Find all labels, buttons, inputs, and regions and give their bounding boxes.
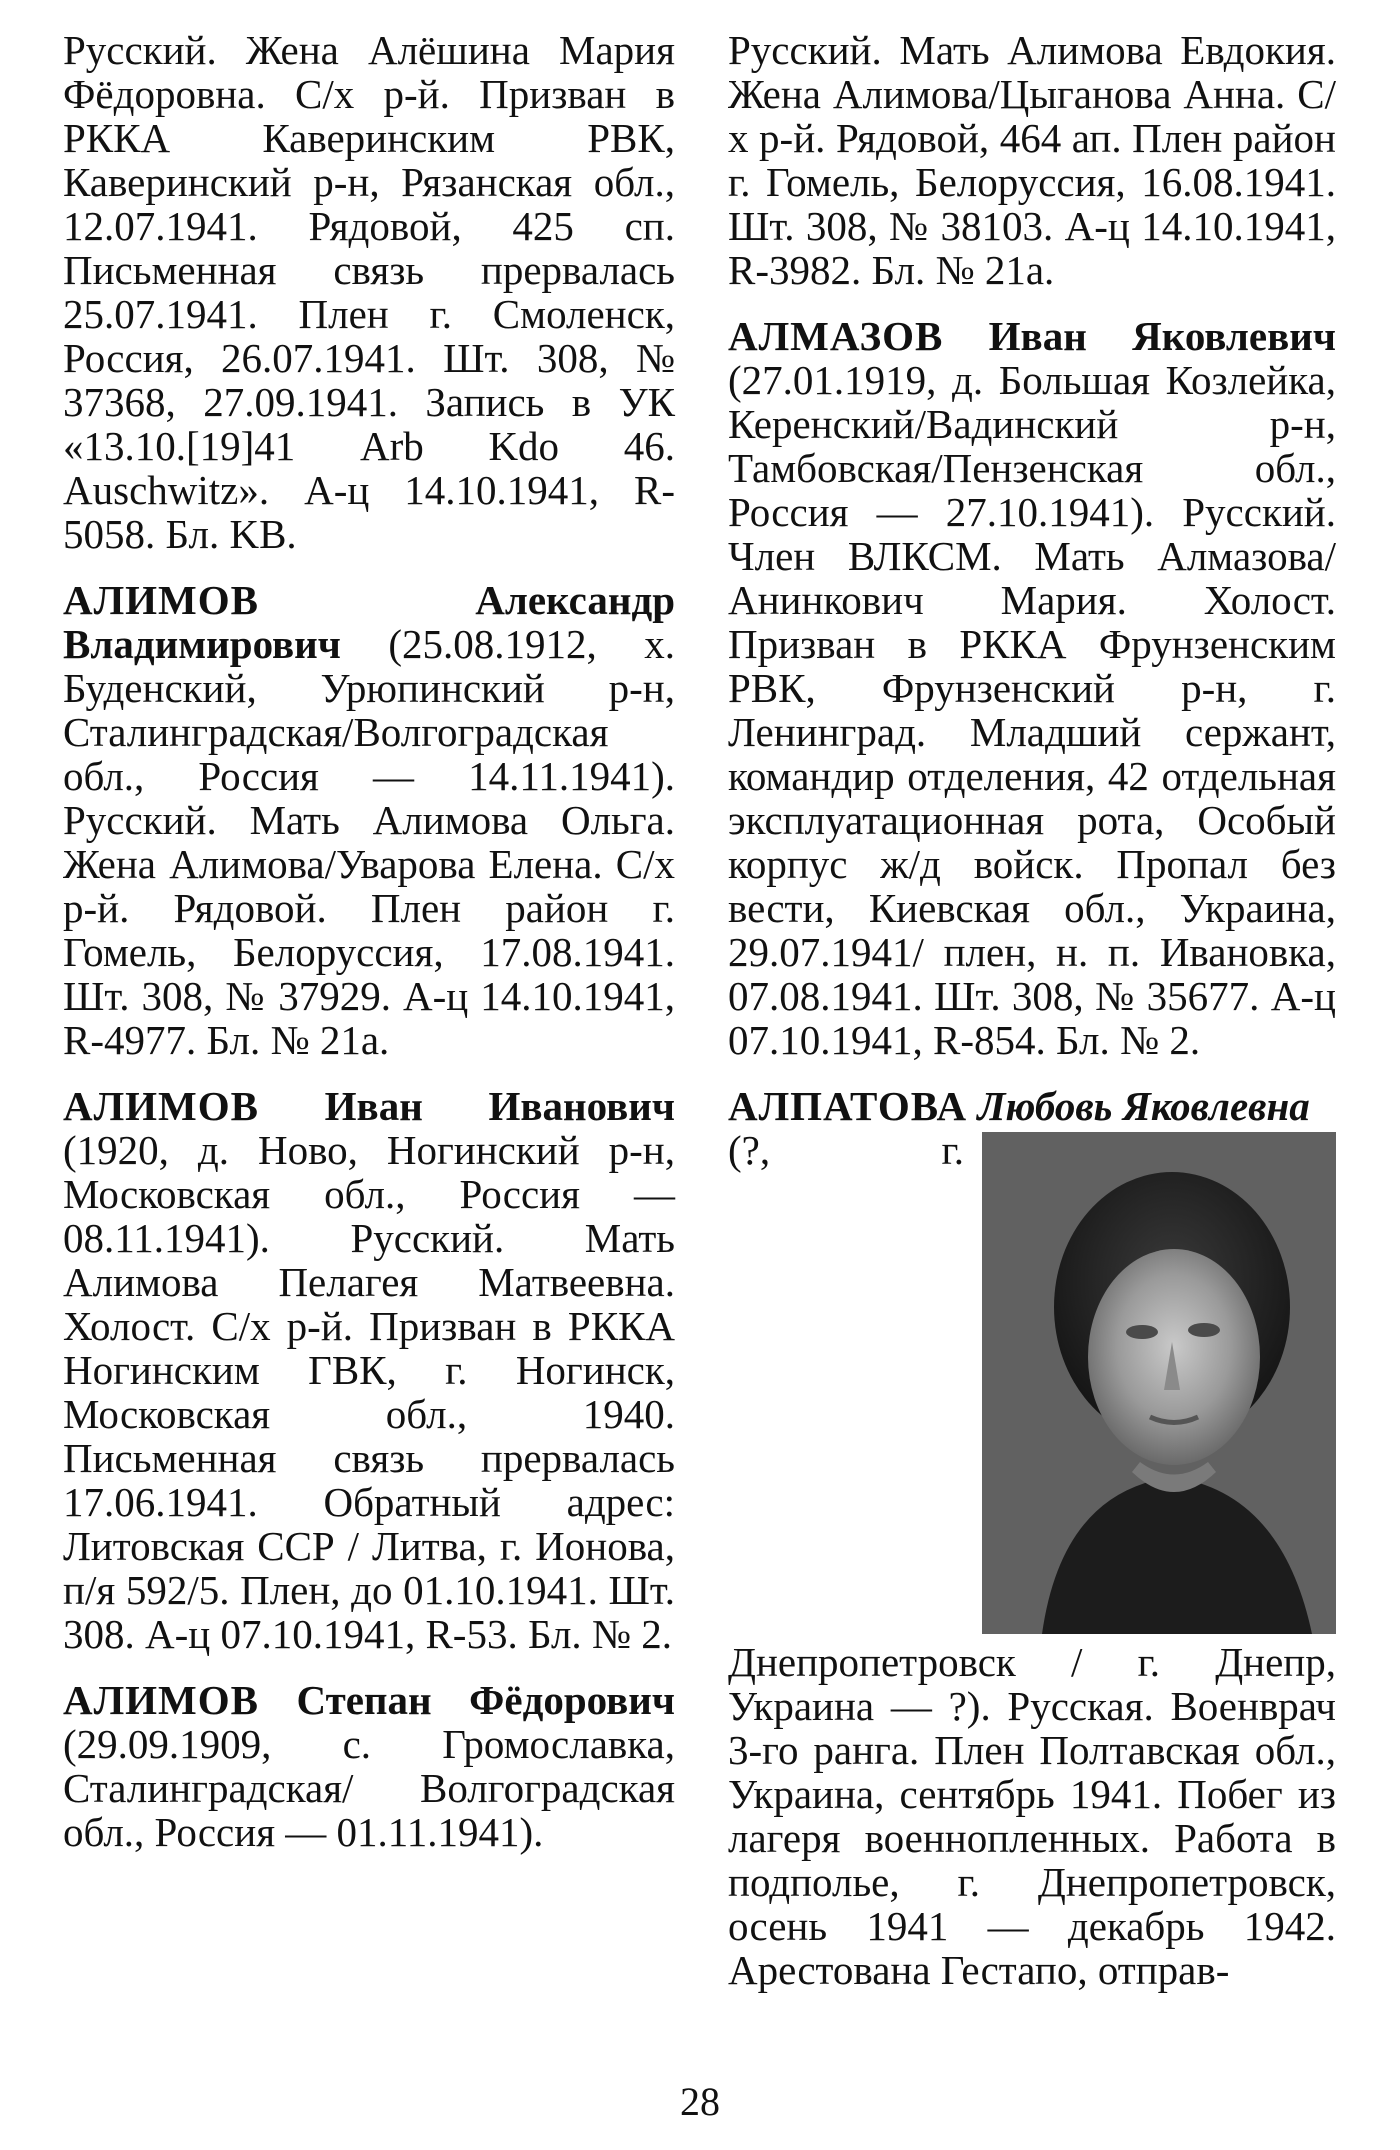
page-number: 28 bbox=[680, 2079, 720, 2124]
left-column bbox=[63, 28, 675, 1876]
entry-surname: АЛИМОВ bbox=[63, 1083, 259, 1129]
entry-continuation bbox=[63, 28, 675, 556]
entry-surname: АЛМАЗОВ bbox=[728, 313, 944, 359]
entry-surname: АЛИМОВ bbox=[63, 577, 259, 623]
entry-body: (29.09.1909, с. Громославка, Сталинградская/ Волгоградская обл., Россия — 01.11.1941). bbox=[63, 1721, 675, 1855]
portrait-image bbox=[982, 1132, 1336, 1634]
entry-continuation bbox=[728, 28, 1336, 292]
entry-body: Русский. Мать Алимова Евдокия. Жена Алимова/Цыганова Анна. С/х р-й. Рядовой, 464 ап. Плен район г. Гомель, Белоруссия, 16.08.1941. Шт. 308, № 38103. А-ц 14.10.1941, R-3982. Бл. № 21а. bbox=[728, 27, 1336, 293]
entry-given-name: Иван Яковлевич bbox=[988, 313, 1336, 359]
right-column bbox=[728, 28, 1336, 2014]
entry-body: (27.01.1919, д. Большая Козлейка, Керенский/Вадинский р-н, Тамбовская/Пензенская обл., Россия — 27.10.1941). Русский. Член ВЛКСМ. Мать Алмазова/Анинкович Мария. Холост. Призван в РККА Фрунзенским РВК, Фрунзенский р-н, г. Ленинград. Младший сержант, командир отделения, 42 отдельная эксплуатационная рота, Особый корпус ж/д войск. Пропал без вести, Киевская обл., Украина, 29.07.1941/ плен, н. п. Ивановка, 07.08.1941. Шт. 308, № 35677. А-ц 07.10.1941, R-854. Бл. № 2. bbox=[728, 357, 1336, 1063]
entry-body: (?, г. Днепропетровск / г. Днепр, Украина — ?). Русская. Военврач 3-го ранга. Плен Полтавская обл., Украина, сентябрь 1941. Побег из лагеря военнопленных. Работа в подполье, г. Днепропетровск, осень 1941 — декабрь 1942. Арестована Гестапо, отправ- bbox=[728, 1127, 1336, 1993]
entry-given-name: Иван Иванович bbox=[324, 1083, 675, 1129]
entry-alimov-ivan bbox=[63, 1084, 675, 1656]
portrait-photo bbox=[982, 1132, 1336, 1634]
entry-alpatova-lyubov bbox=[728, 1084, 1336, 1992]
entry-given-name: Степан Фёдорович bbox=[296, 1677, 675, 1723]
entry-body: (25.08.1912, х. Буденский, Урюпинский р-н, Сталинградская/Волгоградская обл., Россия — 14.11.1941). Русский. Мать Алимова Ольга. Жена Алимова/Уварова Елена. С/х р-й. Рядовой. Плен район г. Гомель, Белоруссия, 17.08.1941. Шт. 308, № 37929. А-ц 14.10.1941, R-4977. Бл. № 21а. bbox=[63, 621, 675, 1063]
entry-alimov-aleksandr bbox=[63, 578, 675, 1062]
entry-surname: АЛПАТОВА bbox=[728, 1083, 968, 1129]
entry-alimov-stepan bbox=[63, 1678, 675, 1854]
entry-body: (1920, д. Ново, Ногинский р-н, Московская обл., Россия — 08.11.1941). Русский. Мать Алимова Пелагея Матвеевна. Холост. С/х р-й. Призван в РККА Ногинским ГВК, г. Ногинск, Московская обл., 1940. Письменная связь прервалась 17.06.1941. Обратный адрес: Литовская ССР / Литва, г. Ионова, п/я 592/5. Плен, до 01.10.1941. Шт. 308. А-ц 07.10.1941, R-53. Бл. № 2. bbox=[63, 1127, 675, 1657]
entry-almazov-ivan bbox=[728, 314, 1336, 1062]
entry-given-name: Александр Владимирович bbox=[63, 577, 675, 667]
entry-body: Русский. Жена Алёшина Мария Фёдоровна. С/х р-й. Призван в РККА Каверинским РВК, Каверинский р-н, Рязанская обл., 12.07.1941. Рядовой, 425 сп. Письменная связь прервалась 25.07.1941. Плен г. Смоленск, Россия, 26.07.1941. Шт. 308, № 37368, 27.09.1941. Запись в УК «13.10.[19]41 Arb Kdo 46. Auschwitz». А-ц 14.10.1941, R- 5058. Бл. KB. bbox=[63, 27, 675, 557]
entry-surname: АЛИМОВ bbox=[63, 1677, 259, 1723]
entry-given-name: Любовь Яковлевна bbox=[977, 1083, 1310, 1129]
